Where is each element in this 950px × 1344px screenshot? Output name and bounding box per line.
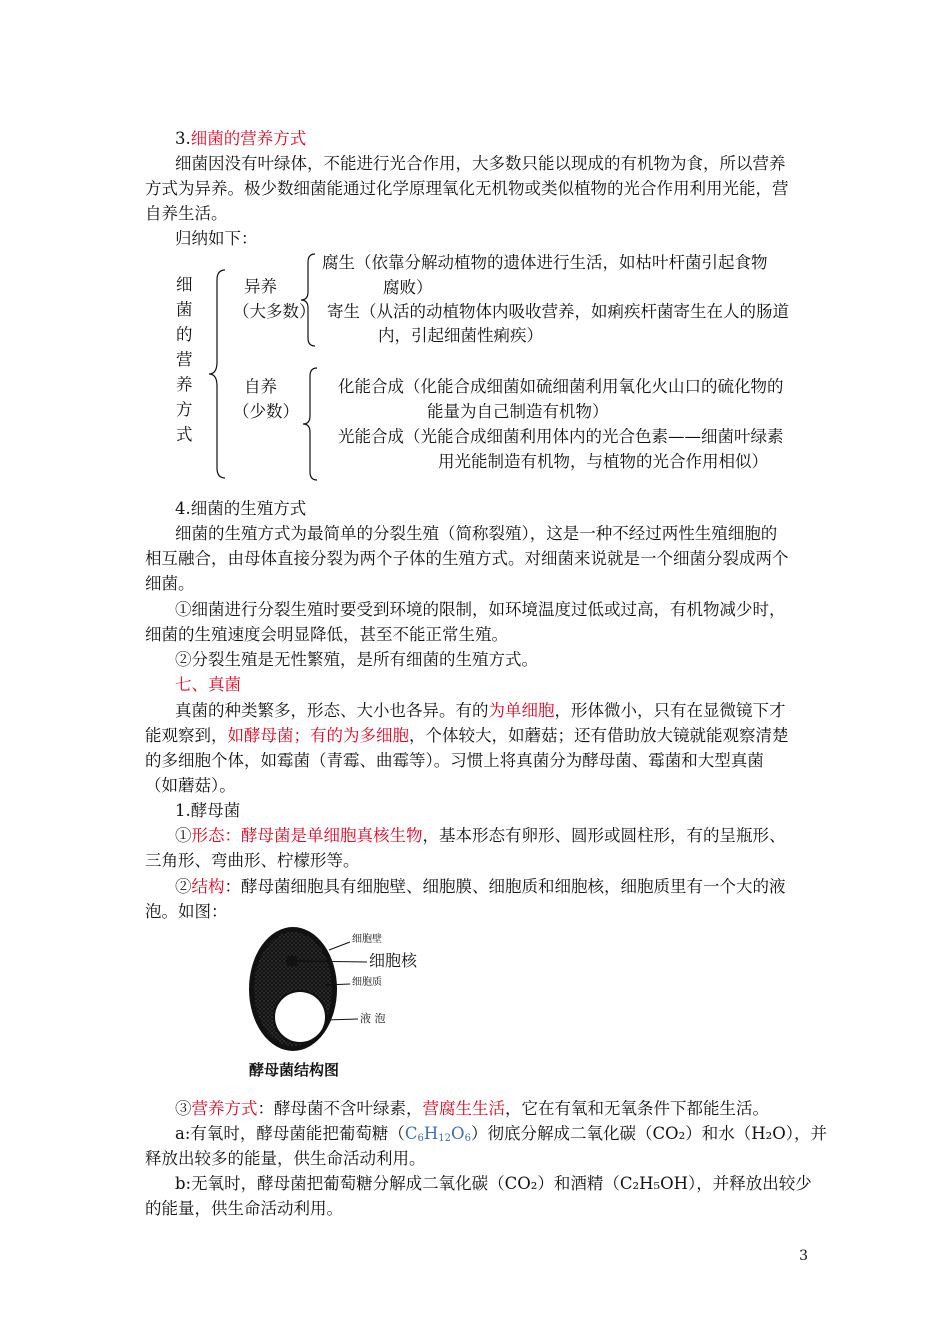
root-char: 营 (176, 350, 193, 369)
paragraph-line (145, 725, 789, 747)
section7-title: 七、真菌 (175, 675, 241, 694)
paragraph-line: 细菌的生殖速度会明显降低，甚至不能正常生殖。 (145, 625, 508, 644)
text-run: a:有氧时，酵母菌能把葡萄糖（ (175, 1124, 405, 1143)
text-run: ）彻底分解成二氧化碳（CO₂）和水（H₂O），并 (470, 1124, 827, 1143)
root-char: 养 (176, 375, 193, 394)
label-nucleus: 细胞核 (369, 951, 418, 970)
parasite-line1: 寄生（从活的动植物体内吸收营养，如痢疾杆菌寄生在人的肠道 (327, 302, 789, 321)
text-run: ，它在有氧和无氧条件下都能生活。 (505, 1099, 769, 1118)
item-number: ③ (175, 1099, 192, 1118)
highlight-text: 营养方式 (191, 1099, 258, 1118)
root-char: 方 (176, 400, 193, 419)
item-number: ① (175, 826, 192, 845)
heterotroph-label: 异养 (244, 277, 277, 296)
yeast-title: 1.酵母菌 (175, 801, 241, 820)
heterotroph-brace (298, 252, 318, 348)
chemosynthesis-line2: 能量为自己制造有机物） (427, 402, 609, 421)
paragraph-line: 细菌因没有叶绿体，不能进行光合作用，大多数只能以现成的有机物为食，所以营养 (175, 154, 786, 173)
root-char: 细 (176, 275, 193, 294)
autotroph-sub: （少数） (233, 402, 299, 421)
figure-caption: 酵母菌结构图 (249, 1061, 340, 1079)
root-char: 的 (176, 325, 193, 344)
item-number: ② (175, 877, 192, 896)
heterotroph-sub: （大多数） (233, 302, 316, 321)
highlight-text: 形态：酵母菌是单细胞真核生物 (191, 826, 423, 845)
paragraph-line: ①细菌进行分裂生殖时要受到环境的限制，如环境温度过低或过高，有机物减少时， (175, 600, 786, 619)
section4-title: 4.细菌的生殖方式 (175, 499, 307, 518)
paragraph-line (175, 876, 786, 898)
root-char: 菌 (176, 300, 193, 319)
section3-heading (175, 128, 306, 150)
paragraph-line: 的能量，供生命活动利用。 (145, 1199, 343, 1218)
paragraph-line: 自养生活。 (145, 204, 228, 223)
paragraph-line (175, 1123, 827, 1145)
text-run: ，个体较大，如蘑菇；还有借助放大镜就能观察清楚 (409, 726, 789, 745)
highlight-text: 结构 (191, 877, 225, 896)
paragraph-line (175, 825, 786, 847)
highlight-text: 如酵母菌；有的为多细胞 (227, 726, 409, 745)
label-cell-wall: 细胞壁 (352, 934, 382, 945)
paragraph-line (175, 1098, 769, 1120)
saprophyte-line1: 腐生（依靠分解动植物的遗体进行生活，如枯叶杆菌引起食物 (322, 253, 768, 272)
label-vacuole: 液 泡 (360, 1012, 386, 1025)
text-run: ：酵母菌不含叶绿素， (257, 1099, 423, 1118)
chemosynthesis-line1: 化能合成（化能合成细菌如硫细菌利用氧化火山口的硫化物的 (338, 377, 784, 396)
text-run: ：酵母菌细胞具有细胞壁、细胞膜、细胞质和细胞核，细胞质里有一个大的液 (224, 877, 786, 896)
main-brace (205, 268, 229, 480)
yeast-structure-figure (243, 920, 443, 1085)
paragraph-line: 细菌。 (145, 574, 195, 593)
paragraph-line: 释放出较多的能量，供生命活动利用。 (145, 1149, 426, 1168)
parasite-line2: 内，引起细菌性痢疾） (378, 326, 543, 345)
text-run: 真菌的种类繁多，形态、大小也各异。有的 (175, 701, 489, 720)
autotroph-brace (300, 366, 320, 482)
paragraph-line: 三角形、弯曲形、柠檬形等。 (145, 851, 360, 870)
highlight-text: 为单细胞 (488, 701, 555, 720)
paragraph-line: 相互融合，由母体直接分裂为两个子体的生殖方式。对细菌来说就是一个细菌分裂成两个 (145, 549, 789, 568)
section3-title: 细菌的营养方式 (190, 129, 307, 148)
autotroph-label: 自养 (244, 377, 277, 396)
saprophyte-line2: 腐败） (383, 278, 433, 297)
paragraph-line: 的多细胞个体，如霉菌（青霉、曲霉等）。习惯上将真菌分为酵母菌、霉菌和大型真菌 (145, 751, 764, 770)
page-number: 3 (799, 1248, 808, 1264)
text-run: ，形体微小，只有在显微镜下才 (554, 701, 786, 720)
paragraph-line: 泡。如图： (145, 902, 228, 921)
text-run: ，基本形态有卵形、圆形或圆柱形，有的呈瓶形、 (422, 826, 786, 845)
paragraph-line: 方式为异养。极少数细菌能通过化学原理氧化无机物或类似植物的光合作用利用光能，营 (145, 179, 789, 198)
paragraph-line: （如蘑菇）。 (145, 776, 236, 795)
paragraph-line (175, 700, 786, 722)
paragraph-line: b:无氧时，酵母菌把葡萄糖分解成二氧化碳（CO₂）和酒精（C₂H₅OH），并释放出较少 (175, 1174, 812, 1193)
paragraph-line: ②分裂生殖是无性繁殖，是所有细菌的生殖方式。 (175, 650, 538, 669)
label-cytoplasm: 细胞质 (352, 977, 382, 988)
photosynthesis-line1: 光能合成（光能合成细菌利用体内的光合色素——细菌叶绿素 (338, 427, 784, 446)
photosynthesis-line2: 用光能制造有机物，与植物的光合作用相似） (438, 452, 768, 471)
highlight-text: 营腐生生活 (422, 1099, 505, 1118)
text-run: 能观察到， (145, 726, 228, 745)
glucose-formula: $C_6H_{12}O_6$ (404, 1124, 471, 1144)
summary-label: 归纳如下： (175, 229, 258, 248)
root-char: 式 (176, 425, 193, 444)
section3-number: 3. (175, 129, 191, 148)
paragraph-line: 细菌的生殖方式为最简单的分裂生殖（简称裂殖），这是一种不经过两性生殖细胞的 (175, 524, 778, 543)
